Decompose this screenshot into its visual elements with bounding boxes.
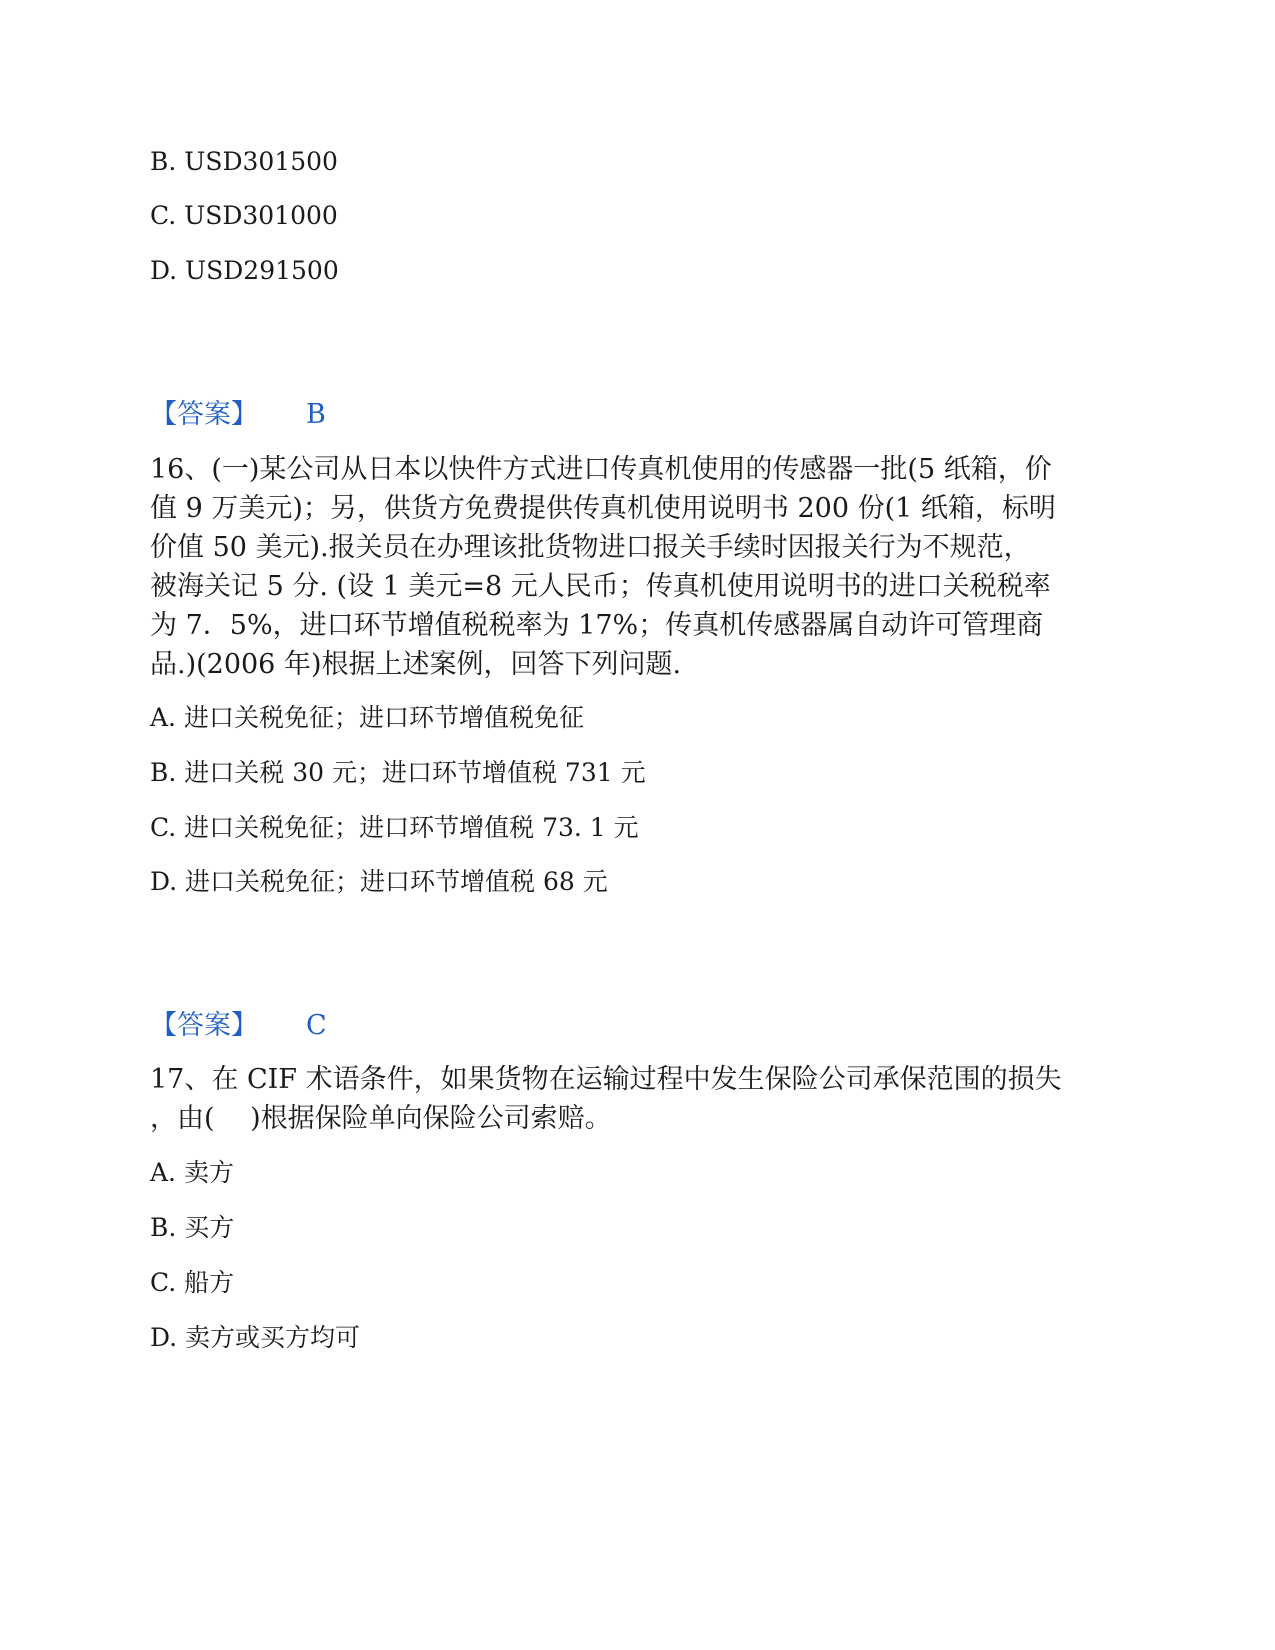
- answer-value: B: [306, 399, 326, 430]
- q16-stem-line-2: 值 9 万美元)；另，供货方免费提供传真机使用说明书 200 份(1 纸箱，标明: [150, 493, 1056, 524]
- answer-value: C: [306, 1010, 327, 1041]
- prev-answer: [150, 395, 326, 435]
- q17-option-b: B. 买方: [150, 1213, 235, 1242]
- answer-label: 【答案】: [150, 399, 258, 430]
- q16-stem-line-5: 为 7．5%，进口环节增值税税率为 17%；传真机传感器属自动许可管理商: [150, 610, 1044, 641]
- q16-option-d: D. 进口关税免征；进口环节增值税 68 元: [150, 867, 608, 896]
- q17-stem-line-2: ，由( )根据保险单向保险公司索赔。: [150, 1103, 612, 1134]
- prev-option-c: C. USD301000: [150, 201, 338, 230]
- q16-option-b: B. 进口关税 30 元；进口环节增值税 731 元: [150, 758, 646, 787]
- q17-option-d: D. 卖方或买方均可: [150, 1323, 361, 1352]
- q16-option-c: C. 进口关税免征；进口环节增值税 73. 1 元: [150, 813, 639, 842]
- prev-option-d: D. USD291500: [150, 256, 339, 285]
- q17-option-c: C. 船方: [150, 1268, 235, 1297]
- q16-stem-line-1: 16、(一)某公司从日本以快件方式进口传真机使用的传感器一批(5 纸箱，价: [150, 454, 1052, 485]
- q17-stem-line-1: 17、在 CIF 术语条件，如果货物在运输过程中发生保险公司承保范围的损失: [150, 1064, 1062, 1095]
- q16-stem-line-4: 被海关记 5 分. (设 1 美元=8 元人民币；传真机使用说明书的进口关税税率: [150, 571, 1051, 602]
- answer-label: 【答案】: [150, 1010, 258, 1041]
- q16-stem-line-6: 品.)(2006 年)根据上述案例，回答下列问题.: [150, 649, 682, 680]
- q16-option-a: A. 进口关税免征；进口环节增值税免征: [150, 703, 584, 732]
- q16-stem-line-3: 价值 50 美元).报关员在办理该批货物进口报关手续时因报关行为不规范，: [150, 532, 1031, 563]
- q17-option-a: A. 卖方: [150, 1158, 234, 1187]
- q16-answer: [150, 1006, 327, 1046]
- prev-option-b: B. USD301500: [150, 147, 338, 176]
